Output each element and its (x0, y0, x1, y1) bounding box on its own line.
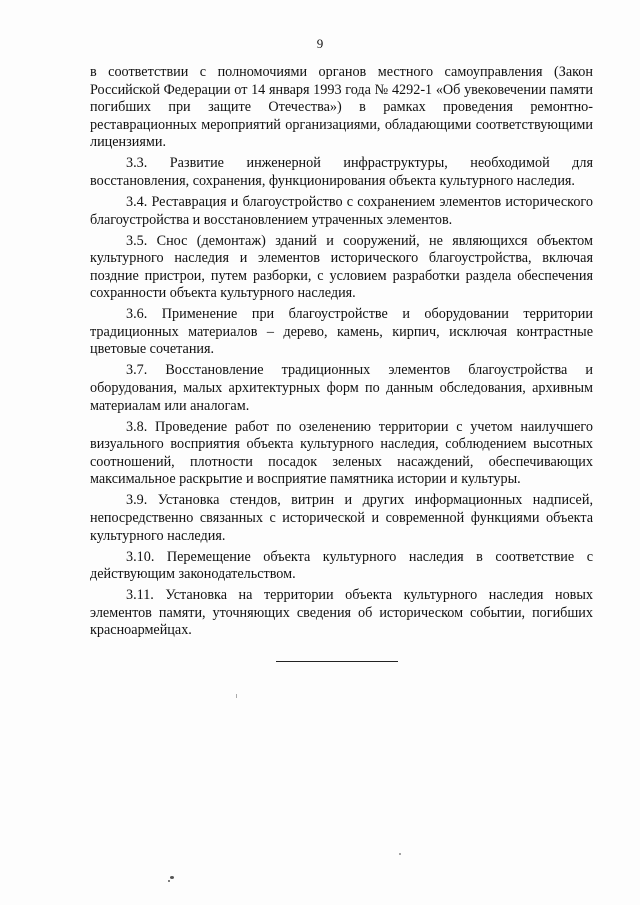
paragraph-3-7: 3.7. Восстановление традиционных элементов благоустройства и оборудования, малых архитектурных форм по данным обследования, архивным материалам или аналогам. (90, 362, 593, 414)
page-number: 9 (316, 36, 324, 51)
paragraph-3-6: 3.6. Применение при благоустройстве и оборудовании территории традиционных материалов – дерево, камень, кирпич, исключая контрастные цветовые сочетания. (90, 306, 593, 358)
paragraph-3-8: 3.8. Проведение работ по озеленению территории с учетом наилучшего визуального восприятия объекта культурного наследия, соблюдением высотных соотношений, плотности посадок зеленых насаждений, обеспечивающих максимальное раскрытие и восприятие памятника истории и культуры. (90, 418, 593, 488)
scan-speck (399, 853, 401, 855)
paragraph-3-4: 3.4. Реставрация и благоустройство с сохранением элементов исторического благоустройства и восстановлением утраченных элементов. (90, 193, 593, 228)
paragraph-continuation: в соответствии с полномочиями органов местного самоуправления (Закон Российской Федерации от 14 января 1993 года № 4292-1 «Об увековечении памяти погибших при защите Отечества») в рамках проведения ремонтно-реставрационных мероприятий организациями, обладающими соответствующими лицензиями. (90, 64, 593, 151)
paragraph-3-10: 3.10. Перемещение объекта культурного наследия в соответствие с действующим законодательством. (90, 548, 593, 583)
document-body (90, 64, 593, 643)
paragraph-3-11: 3.11. Установка на территории объекта культурного наследия новых элементов памяти, уточняющих сведения об историческом событии, погибших красноармейцах. (90, 587, 593, 639)
paragraph-3-5: 3.5. Снос (демонтаж) зданий и сооружений, не являющихся объектом культурного наследия и элементов исторического благоустройства, включая поздние пристрои, путем разборки, с условием разработки раздела обеспечения сохранности объекта культурного наследия. (90, 232, 593, 302)
paragraph-3-9: 3.9. Установка стендов, витрин и других информационных надписей, непосредственно связанных с исторической и современной функциями объекта культурного наследия. (90, 492, 593, 544)
scan-speck (170, 876, 174, 879)
paragraph-3-3: 3.3. Развитие инженерной инфраструктуры, необходимой для восстановления, сохранения, функционирования объекта культурного наследия. (90, 155, 593, 189)
scan-speck (168, 880, 170, 882)
scan-speck (236, 694, 237, 698)
end-separator-line (276, 661, 398, 662)
